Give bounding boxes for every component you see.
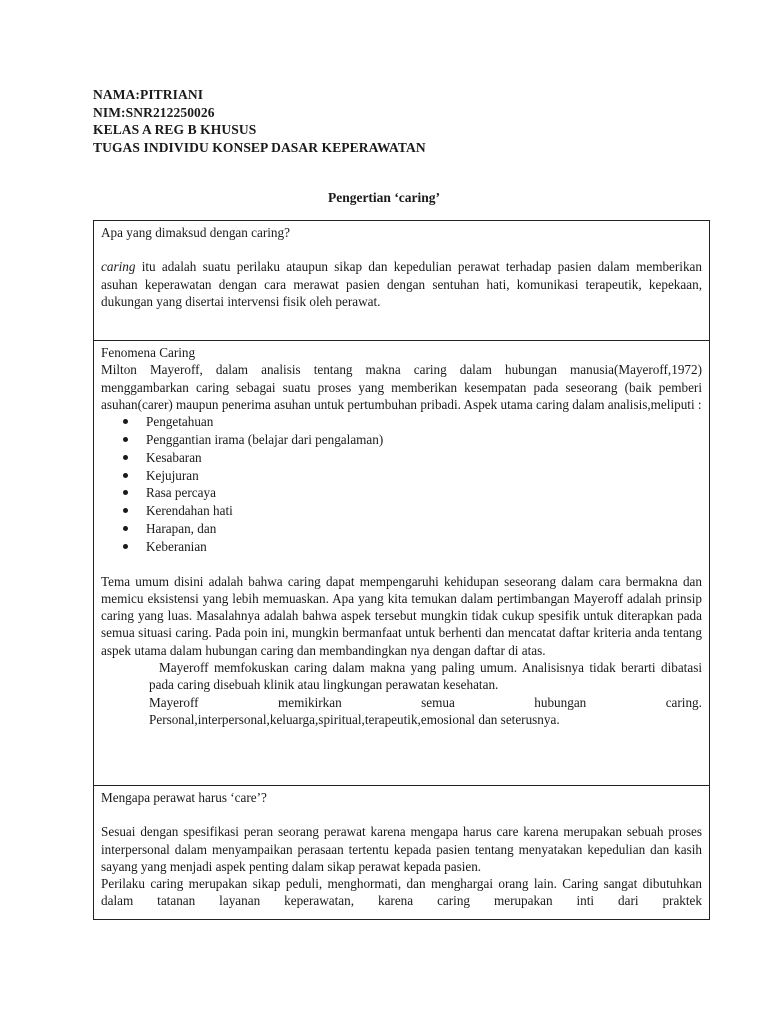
definition-text: itu adalah suatu perilaku ataupun sikap dan kepedulian perawat terhadap pasien dalam memberikan asuhan keperawatan dengan cara merawat pasien dengan sentuhan hati, komunikasi terapeutik, kepekaan, dukungan yang disertai intervensi fisik oleh perawat. — [101, 259, 702, 309]
aspect-list — [101, 413, 702, 555]
phenomenon-heading: Fenomena Caring — [101, 345, 196, 360]
list-item: Penggantian irama (belajar dari pengalaman) — [101, 431, 702, 449]
paragraph-2-end: Personal,interpersonal,keluarga,spiritual,terapeutik,emosional dan seterusnya. — [149, 711, 560, 727]
assignment-title: TUGAS INDIVIDU KONSEP DASAR KEPERAWATAN — [93, 139, 426, 155]
section-definition — [93, 220, 710, 341]
why-care-paragraph-1: Sesuai dengan spesifikasi peran seorang perawat karena mengapa harus care karena merupakan sebuah proses interpersonal dalam menyampaikan perasaan tertentu kepada pasien tentang menyatakan kepedulian dan kasih sayang yang menjadi aspek penting dalam sikap perawat kepada pasien. — [101, 824, 702, 874]
list-item: Harapan, dan — [101, 520, 702, 538]
spread-word: Mayeroff — [149, 694, 199, 710]
paragraph-2-start: Mayeroff memfokuskan caring dalam makna yang paling umum. Analisisnya tidak berarti dibatasi pada caring disebuah klinik atau lingkungan perawatan kesehatan. — [149, 660, 702, 693]
spread-word: memikirkan — [277, 694, 342, 710]
list-item: Rasa percaya — [101, 484, 702, 502]
student-name: NAMA:PITRIANI — [93, 87, 204, 102]
list-item: Kejujuran — [101, 467, 702, 485]
list-item: Kesabaran — [101, 449, 702, 467]
student-class: KELAS A REG B KHUSUS — [93, 122, 257, 137]
definition-question: Apa yang dimaksud dengan caring? — [101, 225, 290, 240]
list-item: Pengetahuan — [101, 413, 702, 431]
why-care-question: Mengapa perawat harus ‘care’? — [101, 790, 267, 805]
page-title: Pengertian ‘caring’ — [327, 190, 441, 205]
list-item: Kerendahan hati — [101, 502, 702, 520]
spread-word: semua — [421, 694, 455, 710]
phenomenon-paragraph-2 — [101, 659, 702, 728]
caring-term: caring — [101, 259, 136, 275]
section-why-care — [93, 785, 710, 920]
definition-answer — [101, 258, 702, 310]
student-header — [93, 86, 426, 156]
spread-word: caring. — [665, 694, 702, 710]
phenomenon-paragraph-1: Tema umum disini adalah bahwa caring dapat mempengaruhi kehidupan seseorang dalam cara bermakna dan memicu eksistensi yang lebih memuaskan. Apa yang kita temukan dalam pertimbangan Mayeroff adalah prinsip caring yang luas. Masalahnya adalah bahwa aspek tersebut mungkin tidak cukup spesifik untuk diterapkan pada semua situasi caring. Pada poin ini, mungkin bermanfaat untuk berhenti dan mencatat daftar kriteria anda tentang aspek utama dalam hubungan caring dan membandingkan nya dengan daftar di atas. — [101, 573, 702, 658]
section-phenomenon — [93, 340, 710, 786]
phenomenon-intro: Milton Mayeroff, dalam analisis tentang makna caring dalam hubungan manusia(Mayeroff,1972) menggambarkan caring sebagai suatu proses yang memberikan kesempatan pada seseorang (baik pemberi asuhan(carer) maupun penerima asuhan untuk pertumbuhan pribadi. Aspek utama caring dalam analisis,meliputi : — [101, 362, 702, 412]
why-care-paragraph-2: Perilaku caring merupakan sikap peduli, menghormati, dan menghargai orang lain. Caring sangat dibutuhkan dalam tatanan layanan keperawatan, karena caring merupakan inti dari praktek — [101, 876, 702, 909]
spread-word: hubungan — [534, 694, 587, 710]
paragraph-2-spread-line — [149, 694, 702, 711]
list-item: Keberanian — [101, 538, 702, 556]
student-nim: NIM:SNR212250026 — [93, 104, 215, 120]
